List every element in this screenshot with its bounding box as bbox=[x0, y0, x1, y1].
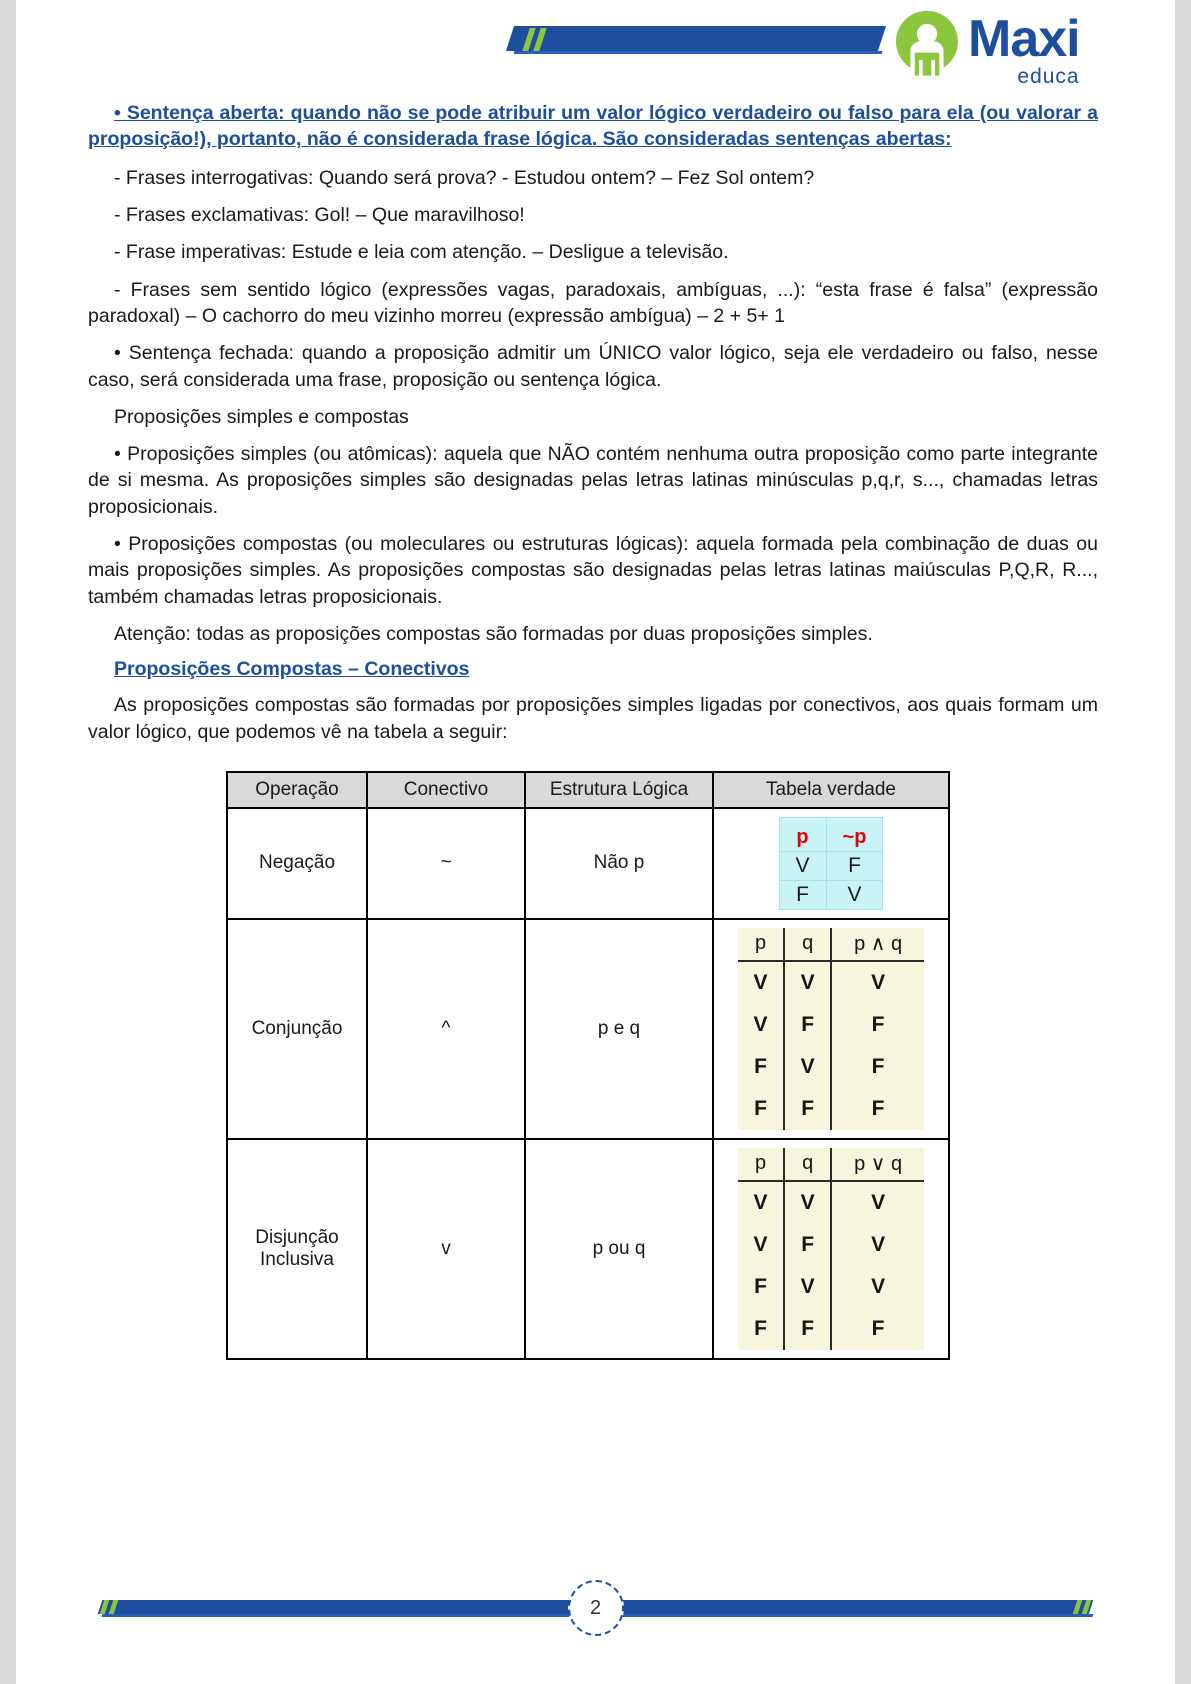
truth-table-disjuncao bbox=[738, 1148, 924, 1350]
open-sentence-heading: • Sentença aberta: quando não se pode atribuir um valor lógico verdadeiro ou falso para ela (ou valorar a proposição!), portanto, não é considerada frase lógica. São consideradas sentenças abertas: bbox=[88, 102, 1098, 151]
attention-paragraph: Atenção: todas as proposições compostas são formadas por duas proposições simples. bbox=[114, 623, 873, 645]
truth-cell: V bbox=[831, 1181, 924, 1224]
col-header-tabela-verdade: Tabela verdade bbox=[713, 772, 949, 808]
bullet-exclamativas: - Frases exclamativas: Gol! – Que maravilhoso! bbox=[114, 203, 525, 226]
col-header-conectivo: Conectivo bbox=[367, 772, 525, 808]
truth-cell: V bbox=[753, 1190, 768, 1214]
bullet-sem-sentido-logico: - Frases sem sentido lógico (expressões vagas, paradoxais, ambíguas, ...): “esta frase é falsa” (expressão paradoxal) – O cachorro do meu vizinho morreu (expressão ambígua) – 2 + 5+ 1 bbox=[88, 278, 1098, 327]
page-content-area bbox=[32, 0, 1159, 1684]
footer-slash-icon-right bbox=[1075, 1600, 1089, 1614]
col-header-estrutura-logica: Estrutura Lógica bbox=[525, 772, 713, 808]
table-header-row bbox=[227, 772, 949, 808]
cell-truthtable-conjuncao bbox=[713, 919, 949, 1139]
truth-header-p-and-q: p ∧ q bbox=[831, 928, 924, 961]
truth-cell: V bbox=[784, 1046, 831, 1088]
truth-cell: F bbox=[831, 1046, 924, 1088]
cell-truthtable-negacao bbox=[713, 808, 949, 919]
cell-estrutura-disjuncao: p ou q bbox=[525, 1139, 713, 1359]
truth-header-row bbox=[738, 1148, 924, 1181]
cell-operacao-conjuncao: Conjunção bbox=[227, 919, 367, 1139]
truth-value-row bbox=[738, 1308, 924, 1350]
truth-header-row bbox=[779, 817, 883, 851]
truth-value-row bbox=[738, 1046, 924, 1088]
truth-cell: F bbox=[784, 1088, 831, 1130]
truth-header-p-or-q: p ∨ q bbox=[831, 1148, 924, 1181]
truth-cell: F bbox=[754, 1274, 767, 1298]
logo-subtitle: educa bbox=[1017, 64, 1080, 88]
truth-cell: F bbox=[831, 1308, 924, 1350]
closed-sentence-paragraph: • Sentença fechada: quando a proposição admitir um ÚNICO valor lógico, seja ele verdadeiro ou falso, nesse caso, será considerada uma frase, proposição ou sentença lógica. bbox=[88, 342, 1098, 391]
cell-estrutura-negacao: Não p bbox=[525, 808, 713, 919]
truth-value-row bbox=[738, 961, 924, 1004]
cell-operacao-negacao: Negação bbox=[227, 808, 367, 919]
page-header bbox=[32, 0, 1159, 92]
truth-header-q: q bbox=[784, 928, 831, 961]
cell-operacao-disjuncao bbox=[227, 1139, 367, 1359]
truth-cell: F bbox=[784, 1004, 831, 1046]
truth-cell: V bbox=[753, 1012, 768, 1036]
table-row bbox=[227, 1139, 949, 1359]
page-footer bbox=[32, 1576, 1159, 1636]
truth-cell: V bbox=[826, 880, 883, 909]
truth-table-conjuncao bbox=[738, 928, 924, 1130]
cell-conectivo-negacao: ~ bbox=[367, 808, 525, 919]
truth-value-row bbox=[738, 1088, 924, 1130]
header-blue-bar-accent bbox=[514, 51, 883, 54]
truth-cell: V bbox=[753, 970, 768, 994]
page-number-badge: 2 bbox=[568, 1580, 624, 1636]
truth-cell: F bbox=[779, 880, 826, 909]
simple-propositions-paragraph: • Proposições simples (ou atômicas): aquela que NÃO contém nenhuma outra proposição como parte integrante de si mesma. As proposições simples são designadas pelas letras latinas minúsculas p,q,r, s..., chamadas letras proposicionais. bbox=[88, 443, 1098, 518]
cell-estrutura-conjuncao: p e q bbox=[525, 919, 713, 1139]
operacao-line-2: Inclusiva bbox=[260, 1248, 334, 1270]
truth-cell: F bbox=[826, 851, 883, 880]
truth-cell: F bbox=[784, 1308, 831, 1350]
truth-cell: V bbox=[831, 961, 924, 1004]
truth-cell: V bbox=[784, 961, 831, 1004]
truth-cell: V bbox=[753, 1232, 768, 1256]
header-slash-icon bbox=[526, 28, 543, 51]
truth-value-row bbox=[738, 1181, 924, 1224]
logo-word: Maxi bbox=[968, 10, 1080, 68]
col-header-operacao: Operação bbox=[227, 772, 367, 808]
truth-header-not-p: ~p bbox=[826, 817, 883, 851]
truth-cell: V bbox=[831, 1266, 924, 1308]
truth-cell: V bbox=[784, 1266, 831, 1308]
table-row bbox=[227, 808, 949, 919]
truth-cell: F bbox=[831, 1004, 924, 1046]
truth-cell: F bbox=[784, 1224, 831, 1266]
truth-header-q: q bbox=[784, 1148, 831, 1181]
truth-cell: F bbox=[754, 1316, 767, 1340]
header-blue-bar bbox=[506, 26, 886, 51]
bullet-imperativas: - Frase imperativas: Estude e leia com atenção. – Desligue a televisão. bbox=[114, 241, 729, 264]
truth-header-p: p bbox=[738, 928, 784, 961]
truth-cell: V bbox=[784, 1181, 831, 1224]
truth-cell: F bbox=[754, 1096, 767, 1120]
operacao-line-1: Disjunção bbox=[255, 1226, 339, 1248]
truth-header-p: p bbox=[779, 817, 826, 851]
section-title-conectivos: Proposições Compostas – Conectivos bbox=[114, 658, 470, 681]
truth-cell: V bbox=[831, 1224, 924, 1266]
table-row bbox=[227, 919, 949, 1139]
compound-propositions-paragraph: • Proposições compostas (ou moleculares ou estruturas lógicas): aquela formada pela combinação de duas ou mais proposições simples. As proposições compostas são designadas pelas letras latinas maiúsculas P,Q,R, R..., também chamadas letras proposicionais. bbox=[88, 533, 1098, 608]
maxi-educa-logo bbox=[890, 4, 1080, 87]
cell-conectivo-disjuncao: v bbox=[367, 1139, 525, 1359]
logo-text bbox=[968, 4, 1080, 87]
simple-compound-subtitle: Proposições simples e compostas bbox=[114, 405, 409, 428]
document-body bbox=[88, 100, 1098, 1360]
truth-value-row bbox=[779, 880, 883, 909]
bullet-interrogativas: - Frases interrogativas: Quando será prova? - Estudou ontem? – Fez Sol ontem? bbox=[114, 166, 815, 189]
cell-conectivo-conjuncao: ^ bbox=[367, 919, 525, 1139]
truth-value-row bbox=[738, 1224, 924, 1266]
truth-header-row bbox=[738, 928, 924, 961]
section-intro-paragraph: As proposições compostas são formadas por proposições simples ligadas por conectivos, aos quais formam um valor lógico, que podemos vê na tabela a seguir: bbox=[88, 694, 1098, 743]
truth-table-negacao bbox=[779, 817, 884, 910]
footer-slash-icon-left bbox=[102, 1600, 116, 1614]
truth-cell: F bbox=[754, 1054, 767, 1078]
maxi-person-logo-icon bbox=[890, 8, 964, 80]
truth-value-row bbox=[779, 851, 883, 880]
truth-cell: F bbox=[831, 1088, 924, 1130]
truth-header-p: p bbox=[738, 1148, 784, 1181]
truth-cell: V bbox=[779, 851, 826, 880]
cell-truthtable-disjuncao bbox=[713, 1139, 949, 1359]
conectivos-table bbox=[226, 771, 950, 1360]
truth-value-row bbox=[738, 1004, 924, 1046]
truth-value-row bbox=[738, 1266, 924, 1308]
